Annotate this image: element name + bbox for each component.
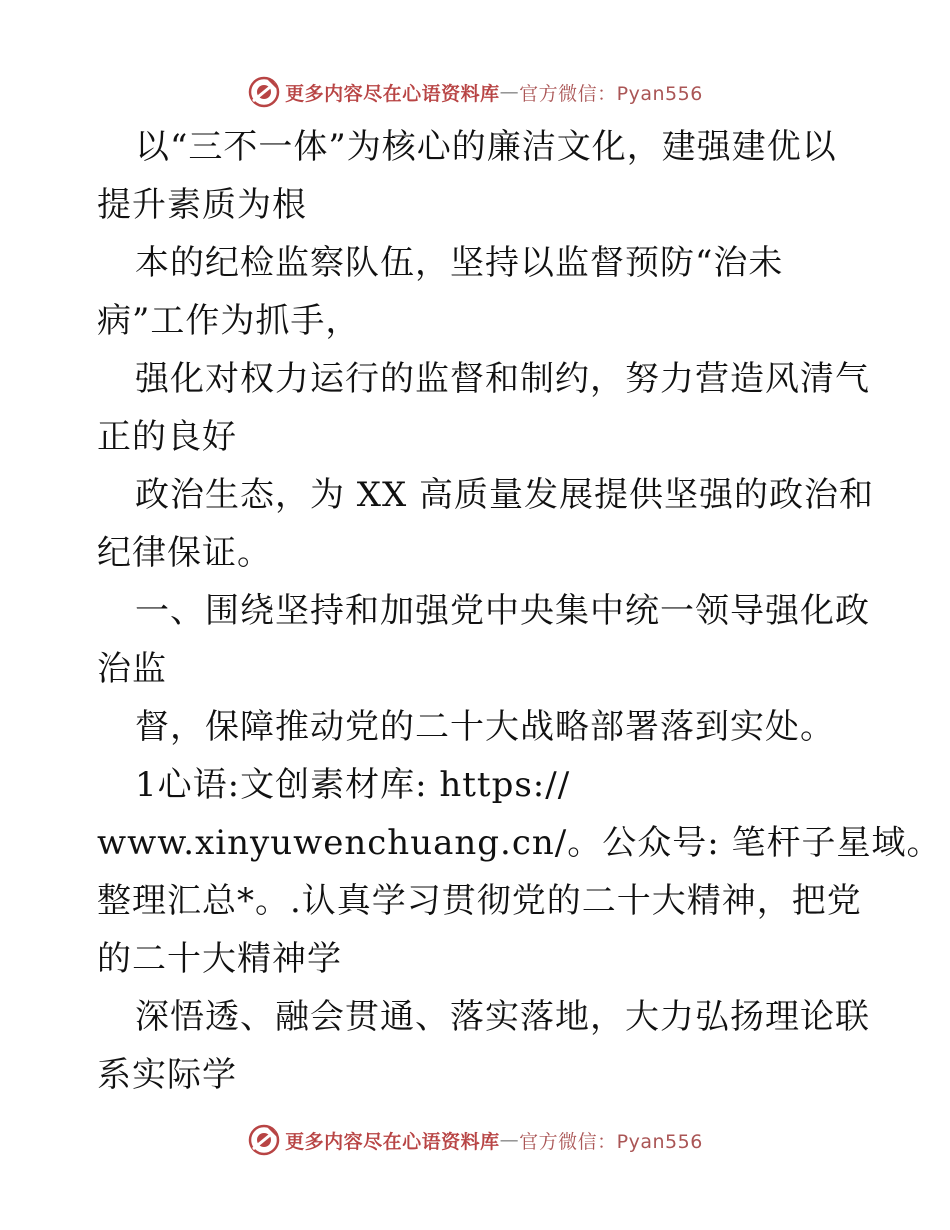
banner-separator: — <box>499 81 520 103</box>
brand-logo-icon <box>247 1123 281 1157</box>
paragraph-line: 的二十大精神学 <box>97 939 342 979</box>
banner-wechat-text: 官方微信：Pyan556 <box>519 1130 703 1153</box>
banner-brand-text: 更多内容尽在心语资料库 <box>285 82 500 105</box>
banner-separator: — <box>499 1129 520 1151</box>
paragraph-line: 1心语:文创素材库: https:// <box>135 765 571 805</box>
paragraph-line: 以“三不一体”为核心的廉洁文化，建强建优以 <box>135 127 837 167</box>
paragraph-line: 督，保障推动党的二十大战略部署落到实处。 <box>135 707 835 747</box>
paragraph-line: 病”工作为抓手， <box>97 301 361 341</box>
paragraph-line: 纪律保证。 <box>97 533 272 573</box>
brand-logo-icon <box>247 75 281 109</box>
paragraph-line: 本的纪检监察队伍，坚持以监督预防“治未 <box>135 243 784 283</box>
section-heading-line: 一、围绕坚持和加强党中央集中统一领导强化政 <box>135 591 870 631</box>
banner-brand-text: 更多内容尽在心语资料库 <box>285 1130 500 1153</box>
paragraph-line: 政治生态，为 XX 高质量发展提供坚强的政治和 <box>135 475 875 515</box>
paragraph-line: www.xinyuwenchuang.cn/。公众号: 笔杆子星域。 <box>97 823 942 863</box>
paragraph-line: 强化对权力运行的监督和制约，努力营造风清气 <box>135 359 870 399</box>
document-body <box>97 118 942 1104</box>
paragraph-line: 系实际学 <box>97 1055 237 1095</box>
banner-wechat-text: 官方微信：Pyan556 <box>519 82 703 105</box>
header-watermark-banner <box>0 72 950 112</box>
footer-watermark-banner <box>0 1120 950 1160</box>
section-heading-line: 治监 <box>97 649 167 689</box>
paragraph-line: 整理汇总*。.认真学习贯彻党的二十大精神，把党 <box>97 881 862 921</box>
paragraph-line: 提升素质为根 <box>97 185 307 225</box>
paragraph-line: 正的良好 <box>97 417 237 457</box>
paragraph-line: 深悟透、融会贯通、落实落地，大力弘扬理论联 <box>135 997 870 1037</box>
